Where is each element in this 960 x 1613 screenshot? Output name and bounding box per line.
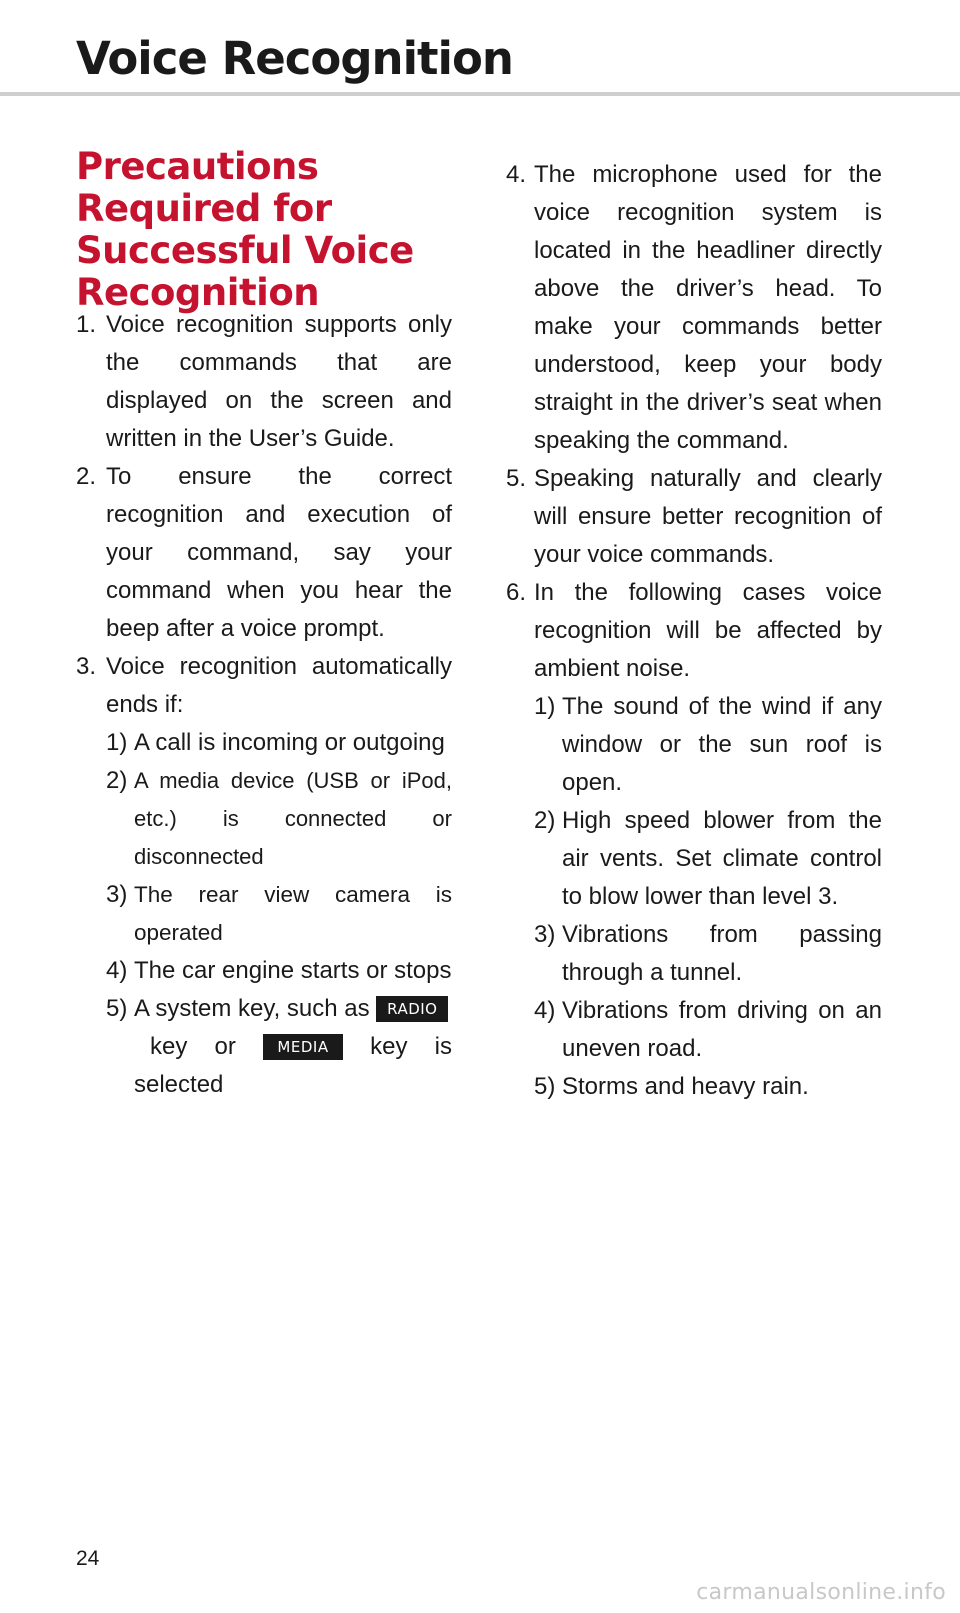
page-number: 24	[76, 1547, 100, 1570]
sub-list-item	[534, 802, 882, 916]
page-header-title: Voice Recognition	[76, 32, 513, 85]
sub-item-text	[134, 990, 452, 1104]
right-column	[506, 156, 882, 1106]
sub-list-item	[534, 992, 882, 1068]
sub-item-text: Storms and heavy rain.	[562, 1073, 809, 1100]
sub-item-number: 2)	[534, 807, 556, 834]
sub-item-number: 5)	[106, 995, 128, 1022]
sub-item-text: A media device (USB or iPod, etc.) is connected or disconnected	[134, 768, 452, 869]
list-item	[76, 648, 452, 724]
sub-list-item	[106, 762, 452, 876]
sub-list-item	[534, 1068, 882, 1106]
sub-item-number: 3)	[534, 921, 556, 948]
sub-item-text: The rear view camera is operated	[134, 882, 452, 945]
sub-item-text: A call is incoming or outgoing	[134, 729, 445, 756]
watermark: carmanualsonline.info	[696, 1580, 946, 1605]
list-item	[76, 458, 452, 648]
item-text: Voice recognition automatically ends if:	[106, 653, 452, 718]
sub-item-text: The sound of the wind if any window or the sun roof is open.	[562, 693, 882, 796]
sub-item-text-part: key or	[150, 1033, 236, 1060]
item-text: Voice recognition supports only the commands that are displayed on the screen and written in the User’s Guide.	[106, 311, 452, 452]
media-key-badge: MEDIA	[263, 1034, 343, 1060]
list-item	[506, 574, 882, 688]
sub-item-number: 4)	[534, 997, 556, 1024]
sub-list-item	[534, 688, 882, 802]
item-number: 4.	[506, 161, 527, 188]
item-text: In the following cases voice recognition will be affected by ambient noise.	[534, 579, 882, 682]
section-heading: Precautions Required for Successful Voice Recognition	[76, 145, 414, 314]
item-number: 2.	[76, 463, 97, 490]
item-text: Speaking naturally and clearly will ensure better recognition of your voice commands.	[534, 465, 882, 568]
sub-list-item	[106, 952, 452, 990]
sub-item-number: 5)	[534, 1073, 556, 1100]
list-item	[506, 156, 882, 460]
sub-list-item	[106, 990, 452, 1104]
sub-item-text-part: key is selected	[134, 1033, 452, 1098]
sub-list-item	[534, 916, 882, 992]
sub-item-text-part: A system key, such as	[134, 995, 370, 1022]
sub-item-text: Vibrations from driving on an uneven road.	[562, 997, 882, 1062]
sub-item-text: Vibrations from passing through a tunnel.	[562, 921, 882, 986]
list-item	[76, 306, 452, 458]
radio-key-badge: RADIO	[376, 996, 448, 1022]
sub-item-number: 4)	[106, 957, 128, 984]
sub-item-text: High speed blower from the air vents. Set climate control to blow lower than level 3.	[562, 807, 882, 910]
item-number: 1.	[76, 311, 97, 338]
item-number: 5.	[506, 465, 527, 492]
list-item	[506, 460, 882, 574]
sub-item-number: 3)	[106, 881, 128, 908]
item-number: 3.	[76, 653, 97, 680]
sub-item-number: 1)	[534, 693, 556, 720]
sub-list-item	[106, 724, 452, 762]
item-text: The microphone used for the voice recognition system is located in the headliner directly above the driver’s head. To make your commands better understood, keep your body straight in the driver’s seat when speaking the command.	[534, 161, 882, 454]
left-column	[76, 306, 452, 1104]
item-number: 6.	[506, 579, 527, 606]
item-text: To ensure the correct recognition and execution of your command, say your command when you hear the beep after a voice prompt.	[106, 463, 452, 642]
sub-item-number: 1)	[106, 729, 128, 756]
sub-list-item	[106, 876, 452, 952]
sub-item-text: The car engine starts or stops	[134, 957, 452, 984]
sub-item-number: 2)	[106, 767, 128, 794]
header-divider	[0, 92, 960, 96]
